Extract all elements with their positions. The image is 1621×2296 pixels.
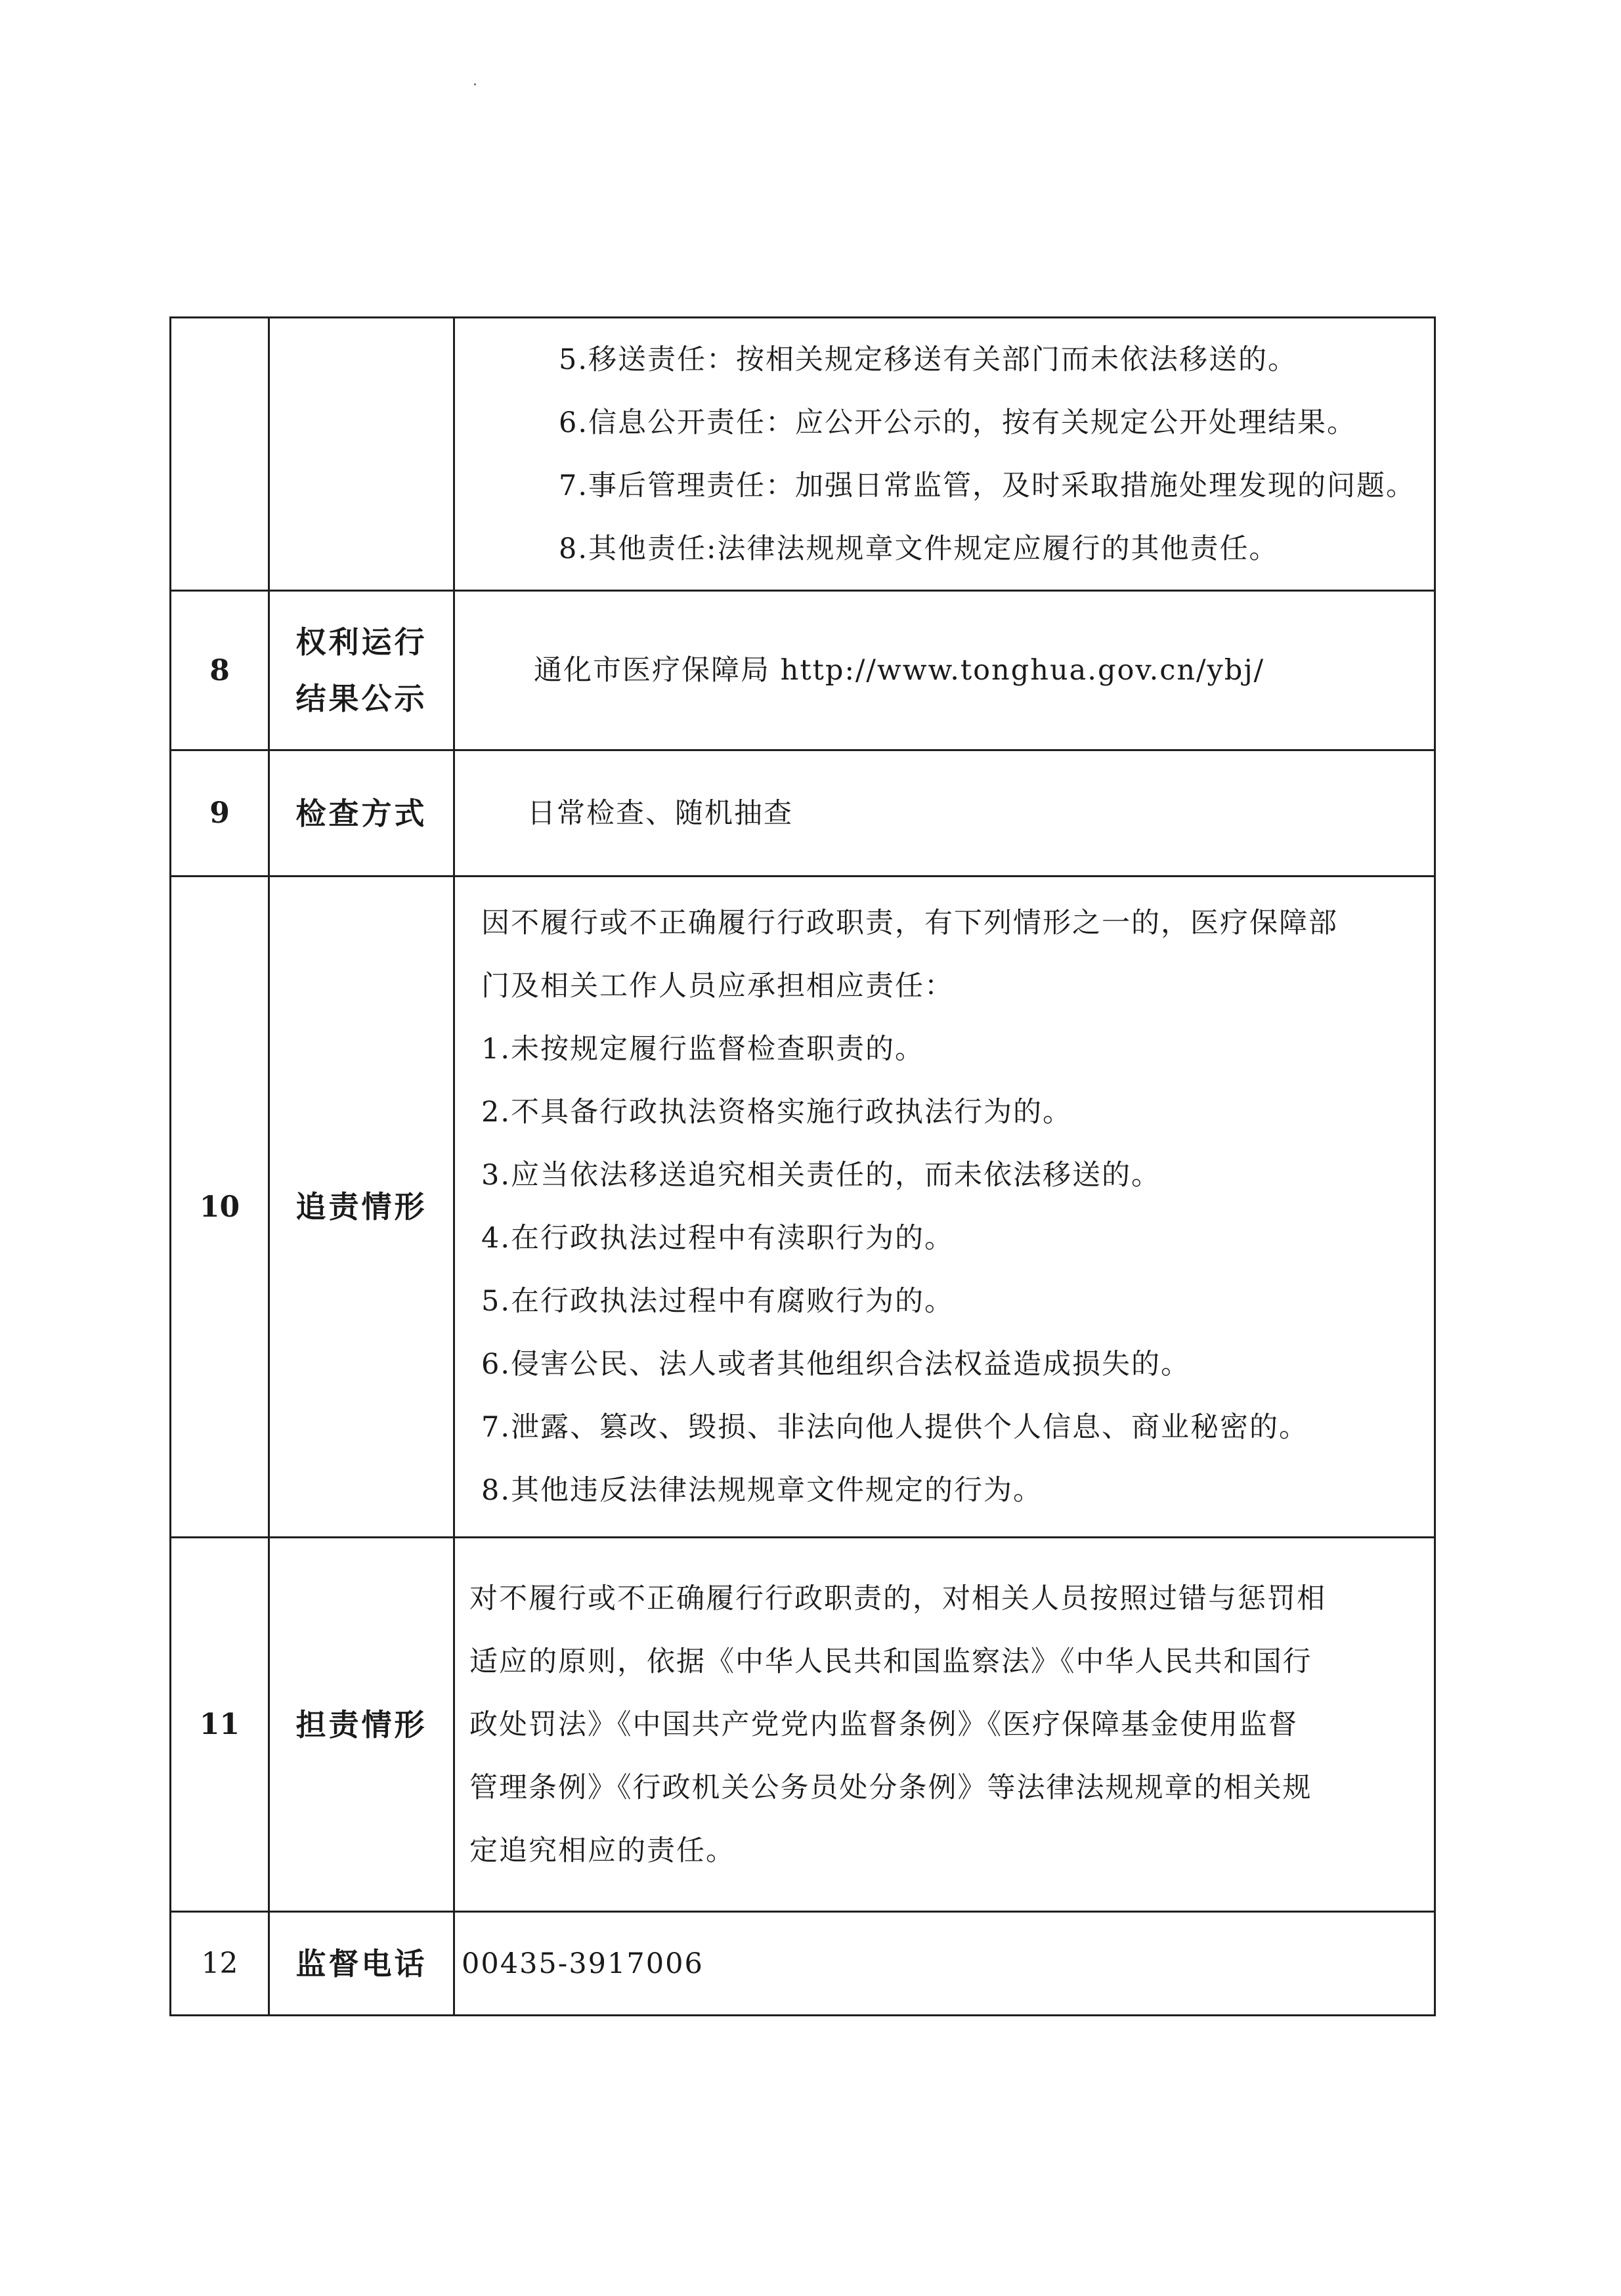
content-line: 门及相关工作人员应承担相应责任：: [481, 970, 954, 1003]
content-line: 政处罚法》《中国共产党党内监督条例》《医疗保障基金使用监督: [469, 1708, 1298, 1741]
item-label-line: 权利运行: [295, 624, 427, 660]
content-line: 5.在行政执法过程中有腐败行为的。: [481, 1285, 955, 1318]
table-row-8: [171, 591, 1435, 750]
row-number: 12: [171, 1912, 269, 2016]
supervision-phone: 00435-3917006: [462, 1947, 704, 1980]
content-line: 8.其他违反法律法规规章文件规定的行为。: [481, 1474, 1043, 1507]
result-publish-url: 通化市医疗保障局 http://www.tonghua.gov.cn/ybj/: [534, 654, 1265, 687]
table-row-continuation: [171, 318, 1435, 591]
content-line: 适应的原则，依据《中华人民共和国监察法》《中华人民共和国行: [469, 1645, 1312, 1678]
row-number: 9: [171, 750, 269, 877]
item-label-line: 结果公示: [295, 681, 427, 716]
content-line: 定追究相应的责任。: [469, 1834, 735, 1867]
table-row-9: [171, 750, 1435, 877]
row-number: 11: [171, 1538, 269, 1912]
row-content-cell: [454, 591, 1435, 750]
row-content-cell: [454, 1912, 1435, 2016]
row-number: 10: [171, 877, 269, 1538]
row-number-cell: [171, 318, 269, 591]
content-line: 7.泄露、篡改、毁损、非法向他人提供个人信息、商业秘密的。: [481, 1411, 1309, 1444]
content-line: 6.侵害公民、法人或者其他组织合法权益造成损失的。: [481, 1348, 1191, 1381]
content-line: 6.信息公开责任：应公开公示的，按有关规定公开处理结果。: [559, 406, 1357, 439]
responsibility-table: [169, 316, 1436, 2016]
row-content-cell: [454, 318, 1435, 591]
scan-speck: [474, 83, 476, 85]
content-line: 对不履行或不正确履行行政职责的，对相关人员按照过错与惩罚相: [469, 1582, 1326, 1615]
row-content-cell: [454, 750, 1435, 877]
table-row-10: [171, 877, 1435, 1538]
content-line: 日常检查、随机抽查: [527, 796, 793, 830]
row-item-label: [269, 591, 454, 750]
content-line: 8.其他责任:法律法规规章文件规定应履行的其他责任。: [559, 532, 1279, 565]
table-row-11: [171, 1538, 1435, 1912]
content-line: 因不履行或不正确履行行政职责，有下列情形之一的，医疗保障部: [481, 907, 1338, 940]
content-line: 2.不具备行政执法资格实施行政执法行为的。: [481, 1096, 1073, 1129]
row-content-cell: [454, 1538, 1435, 1912]
row-item-label: 担责情形: [269, 1538, 454, 1912]
content-line: 1.未按规定履行监督检查职责的。: [481, 1033, 925, 1066]
content-line: 管理条例》《行政机关公务员处分条例》等法律法规规章的相关规: [469, 1771, 1312, 1804]
content-line: 5.移送责任：按相关规定移送有关部门而未依法移送的。: [559, 343, 1298, 376]
row-item-label: 追责情形: [269, 877, 454, 1538]
table-row-12: [171, 1912, 1435, 2016]
row-item-label: 监督电话: [269, 1912, 454, 2016]
content-line: 3.应当依法移送追究相关责任的，而未依法移送的。: [481, 1159, 1161, 1192]
row-content-cell: [454, 877, 1435, 1538]
row-item-cell: [269, 318, 454, 591]
row-number: 8: [171, 591, 269, 750]
content-line: 4.在行政执法过程中有渎职行为的。: [481, 1222, 955, 1255]
row-item-label: 检查方式: [269, 750, 454, 877]
content-line: 7.事后管理责任：加强日常监管，及时采取措施处理发现的问题。: [559, 469, 1416, 502]
